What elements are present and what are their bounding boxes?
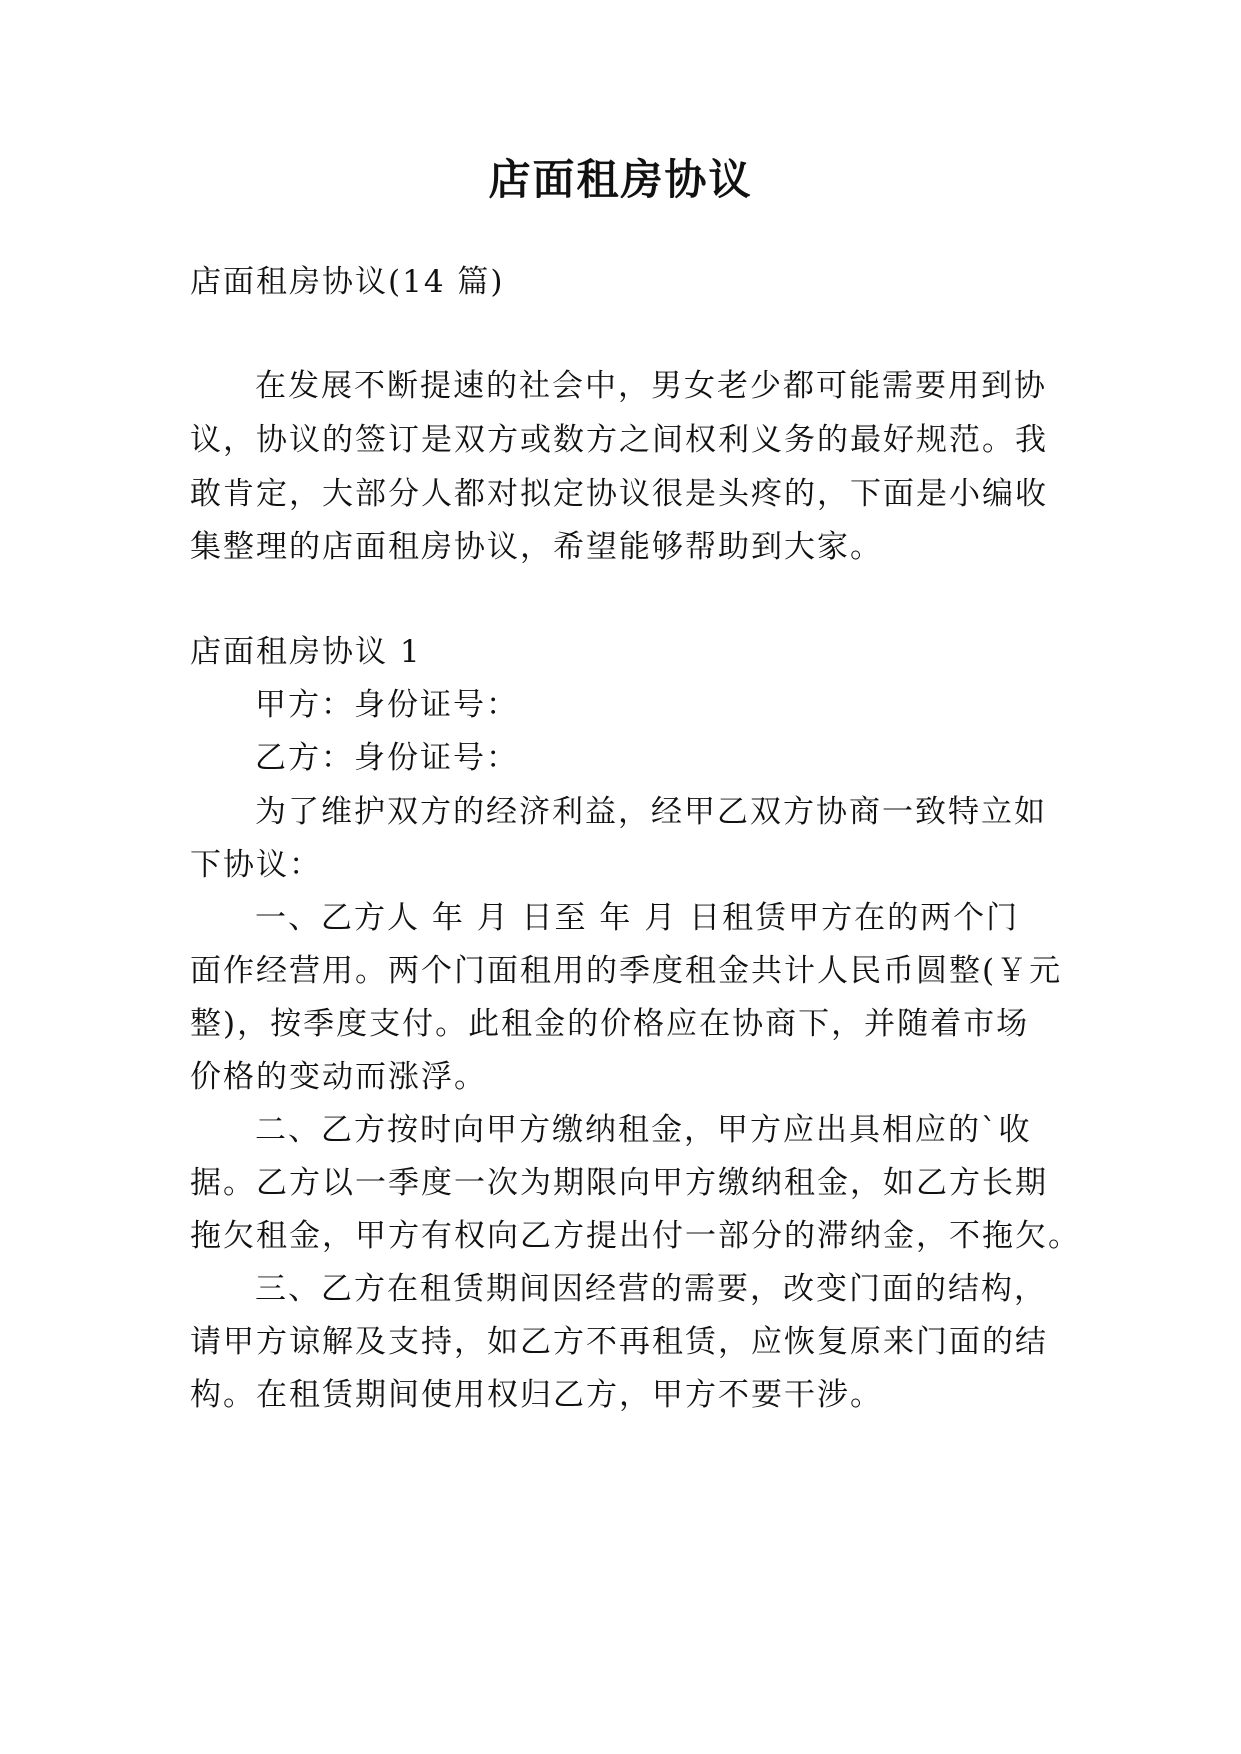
intro-line-2: 议，协议的签订是双方或数方之间权利义务的最好规范。我 — [190, 422, 1048, 458]
clause1-line-4: 价格的变动而涨浮。 — [190, 1059, 487, 1095]
clause1-line-3: 整)，按季度支付。此租金的价格应在协商下，并随着市场 — [190, 1006, 1030, 1042]
intro-line-4: 集整理的店面租房协议，希望能够帮助到大家。 — [190, 529, 883, 565]
preamble-line-1: 为了维护双方的经济利益，经甲乙双方协商一致特立如 — [255, 794, 1047, 830]
intro-line-1: 在发展不断提速的社会中，男女老少都可能需要用到协 — [255, 368, 1047, 404]
clause2-line-3: 拖欠租金，甲方有权向乙方提出付一部分的滞纳金，不拖欠。 — [190, 1218, 1081, 1254]
clause3-line-1: 三、乙方在租赁期间因经营的需要，改变门面的结构， — [255, 1271, 1047, 1307]
clause1-line-2: 面作经营用。两个门面租用的季度租金共计人民币圆整(￥元 — [190, 953, 1063, 989]
clause3-line-3: 构。在租赁期间使用权归乙方，甲方不要干涉。 — [190, 1377, 883, 1413]
party-b-line: 乙方：身份证号： — [255, 740, 519, 776]
clause2-line-1: 二、乙方按时向甲方缴纳租金，甲方应出具相应的`收 — [255, 1112, 1032, 1148]
clause1-line-1: 一、乙方人 年 月 日至 年 月 日租赁甲方在的两个门 — [255, 900, 1020, 936]
party-a-line: 甲方：身份证号： — [255, 687, 519, 723]
intro-line-3: 敢肯定，大部分人都对拟定协议很是头疼的，下面是小编收 — [190, 476, 1048, 512]
section-heading: 店面租房协议 1 — [190, 634, 422, 670]
document-subtitle: 店面租房协议(14 篇) — [190, 264, 505, 300]
clause2-line-2: 据。乙方以一季度一次为期限向甲方缴纳租金，如乙方长期 — [190, 1165, 1048, 1201]
clause3-line-2: 请甲方谅解及支持，如乙方不再租赁，应恢复原来门面的结 — [190, 1324, 1048, 1360]
preamble-line-2: 下协议： — [190, 847, 322, 883]
document-title: 店面租房协议 — [488, 155, 753, 204]
